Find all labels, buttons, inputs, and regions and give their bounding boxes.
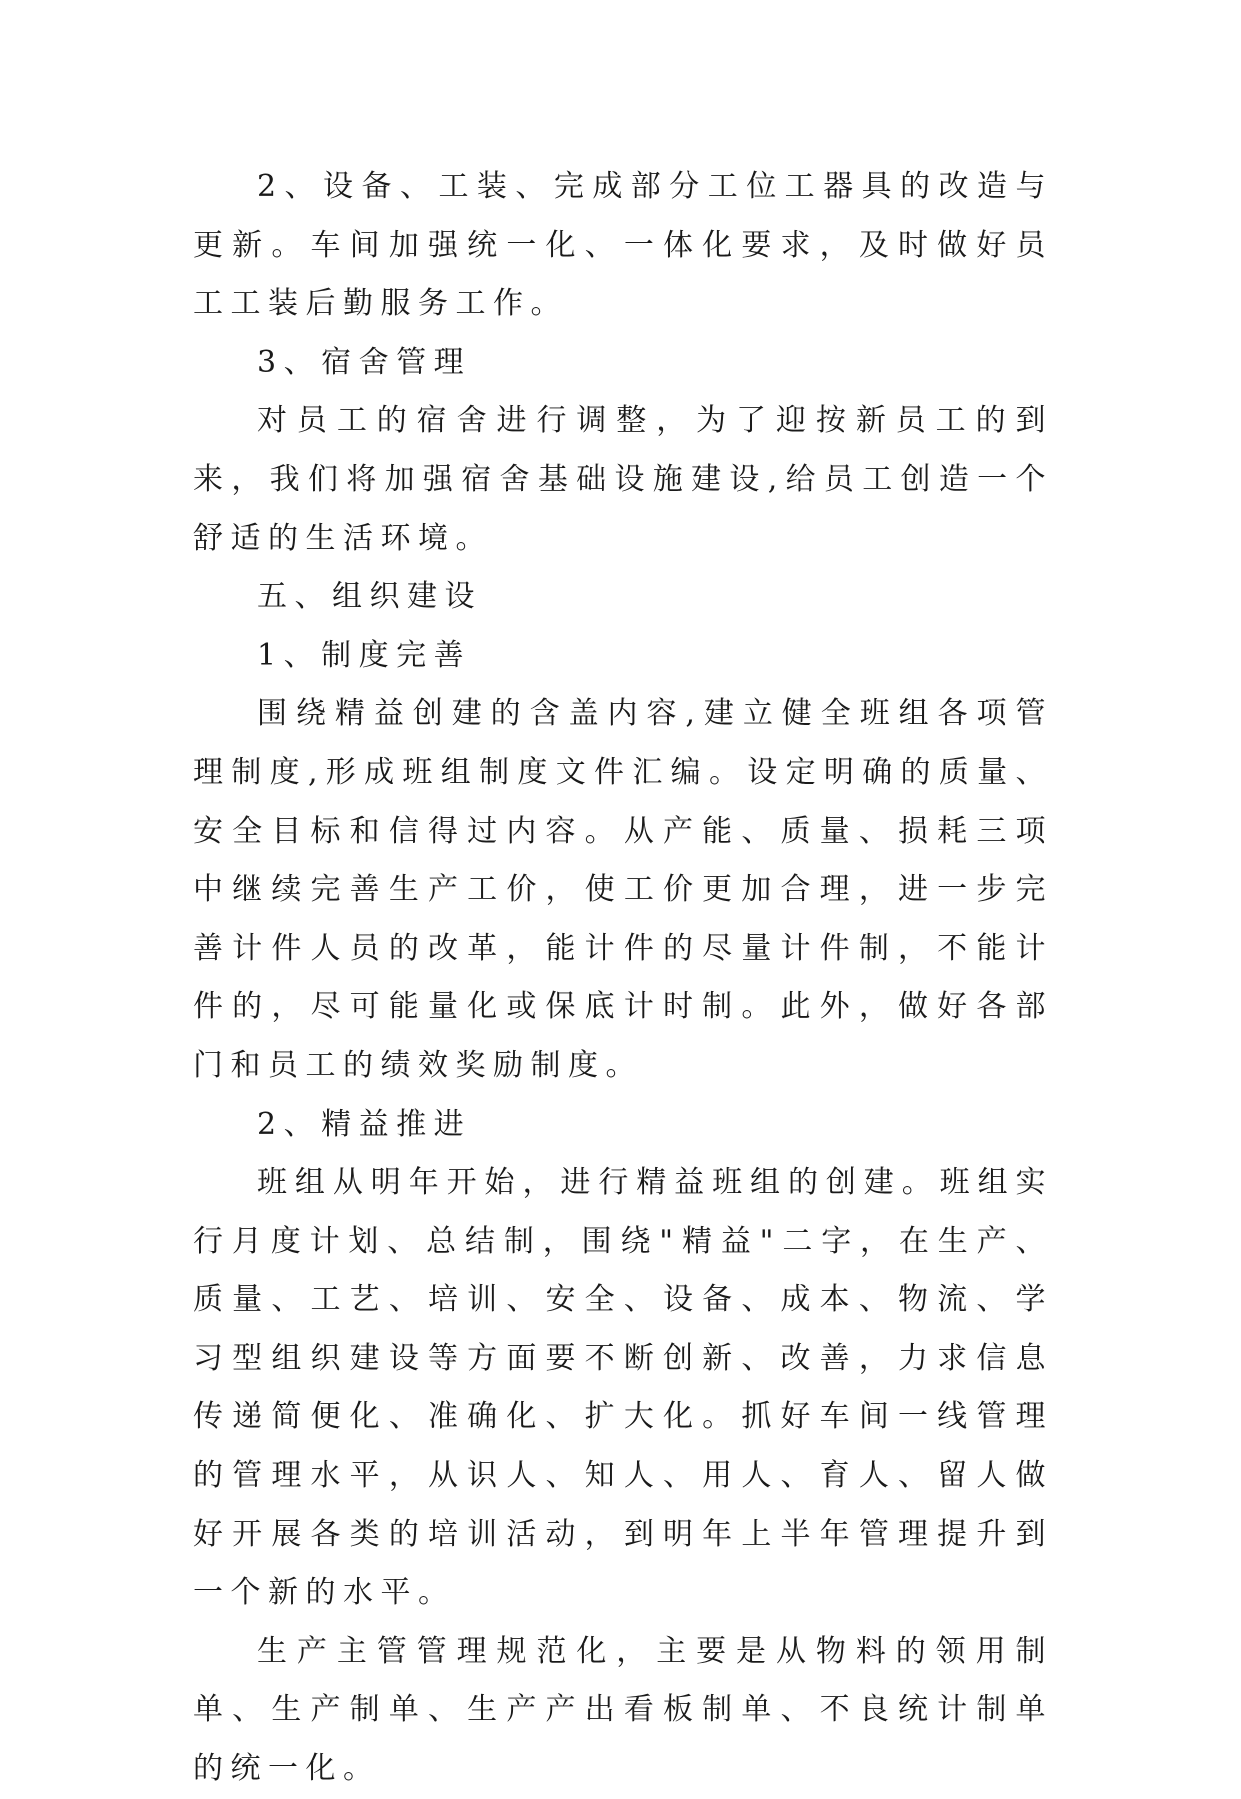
- paragraph-production-supervisor: 生产主管管理规范化，主要是从物料的领用制单、生产制单、生产产出看板制单、不良统计制单的统一化。: [193, 1633, 1053, 1787]
- heading-lean-promotion: 2、精益推进: [257, 1106, 472, 1142]
- paragraph-system-improvement: 围绕精益创建的含盖内容,建立健全班组各项管理制度,形成班组制度文件汇编。设定明确的质量、安全目标和信得过内容。从产能、质量、损耗三项中继续完善生产工价，使工价更加合理，进一步完善计件人员的改革，能计件的尽量计件制，不能计件的，尽可能量化或保底计时制。此外，做好各部门和员工的绩效奖励制度。: [193, 696, 1053, 1083]
- heading-system-improvement: 1、制度完善: [257, 637, 472, 673]
- document-body: [193, 158, 1053, 1799]
- paragraph-dormitory-adjustment: 对员工的宿舍进行调整，为了迎按新员工的到来，我们将加强宿舍基础设施建设,给员工创造一个舒适的生活环境。: [193, 403, 1053, 556]
- heading-dormitory-management: 3、宿舍管理: [257, 344, 472, 380]
- paragraph-lean-promotion: 班组从明年开始，进行精益班组的创建。班组实行月度计划、总结制，围绕"精益"二字，在生产、质量、工艺、培训、安全、设备、成本、物流、学习型组织建设等方面要不断创新、改善，力求信息传递简便化、准确化、扩大化。抓好车间一线管理的管理水平，从识人、知人、用人、育人、留人做好开展各类的培训活动，到明年上半年管理提升到一个新的水平。: [193, 1165, 1053, 1611]
- heading-organization-building: 五、组织建设: [257, 579, 482, 615]
- paragraph-equipment-tooling: 2、设备、工装、完成部分工位工器具的改造与更新。车间加强统一化、一体化要求，及时做好员工工装后勤服务工作。: [193, 169, 1053, 322]
